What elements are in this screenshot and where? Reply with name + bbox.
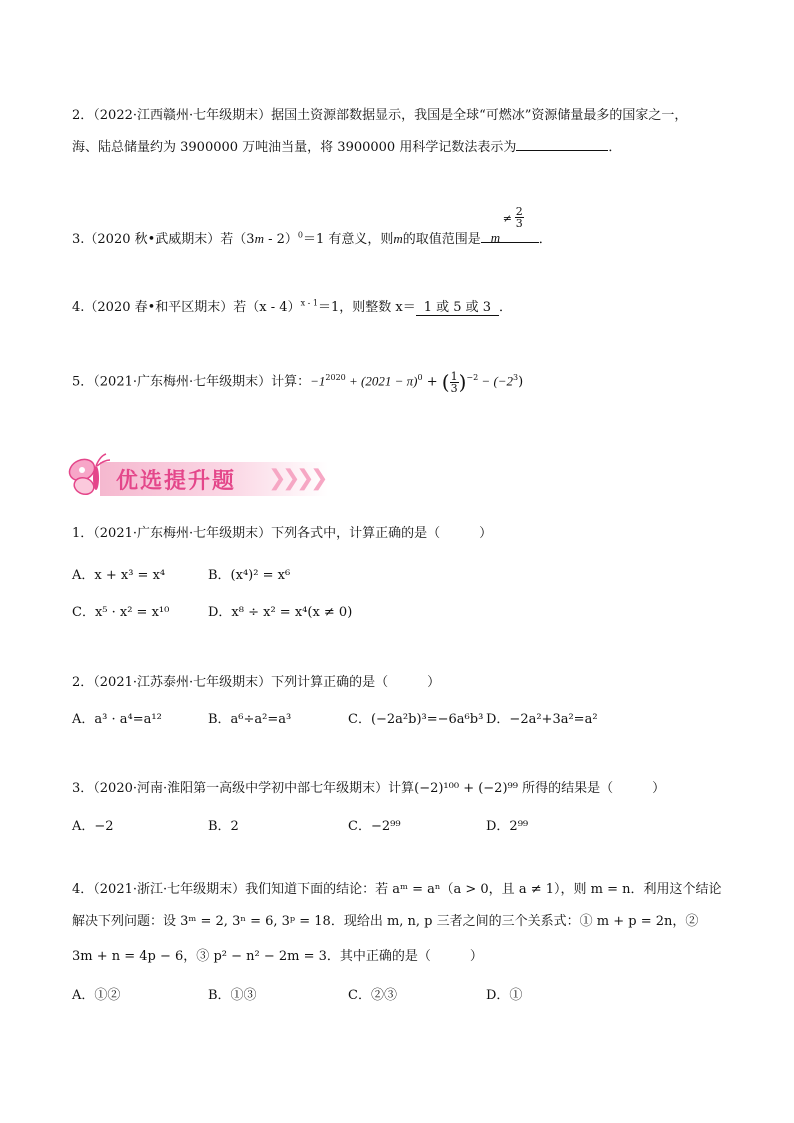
q5-expr-e: )	[518, 374, 524, 390]
q3-line	[72, 205, 552, 247]
p2-option-a[interactable]: A．a³ · a⁴=a¹²	[72, 712, 162, 727]
chevron-right-icon: ❯	[282, 466, 301, 491]
q2-line-1: 2．（2022·江西赣州·七年级期末）据国土资源部数据显示，我国是全球“可燃冰”资源储量最多的国家之一，	[72, 108, 688, 123]
banner-title: 优选提升题	[116, 469, 237, 494]
q5-exp-d: 3	[513, 373, 519, 383]
chevron-right-icon: ❯	[296, 466, 315, 491]
chevron-right-icon: ❯	[268, 466, 287, 491]
q3-frac-den: 3	[515, 217, 523, 230]
p4-line-1: 4．（2021·浙江·七年级期末）我们知道下面的结论：若 aᵐ = aⁿ（a > 0，且 a ≠ 1），则 m = n．利用这个结论	[72, 882, 722, 897]
p1-stem: 1．（2021·广东梅州·七年级期末）下列各式中，计算正确的是（ ）	[72, 526, 493, 541]
q3-answer-neq: ≠	[502, 212, 513, 225]
p3-option-b[interactable]: B．2	[208, 819, 239, 834]
q5-exp-c: −2	[466, 373, 479, 383]
q2-answer-blank[interactable]	[516, 138, 608, 151]
p1-option-b[interactable]: B．(x⁴)² = x⁶	[208, 568, 291, 583]
butterfly-icon	[64, 448, 118, 502]
q3-exponent: 0	[297, 230, 303, 240]
p2-option-b[interactable]: B．a⁶÷a²=a³	[208, 712, 292, 727]
p1-option-a[interactable]: A．x + x³ = x⁴	[72, 568, 166, 583]
q3-frac-num: 2	[515, 205, 523, 218]
q4-post: ＝1，则整数 x＝	[317, 300, 416, 315]
q3-post: ＝1 有意义，则	[302, 232, 394, 247]
q2-line-2-text: 海、陆总储量约为 3900000 万吨油当量，将 3900000 用科学记数法表示为	[72, 140, 517, 155]
q5-frac-num: 1	[450, 369, 458, 383]
p2-stem: 2．（2021·江苏泰州·七年级期末）下列计算正确的是（ ）	[72, 675, 441, 690]
p4-line-2: 解决下列问题：设 3ᵐ = 2, 3ⁿ = 6, 3ᵖ = 18．现给出 m, n, p 三者之间的三个关系式：① m + p = 2n，②	[72, 914, 699, 929]
q4-end: ．	[499, 300, 513, 315]
q3-end: ．	[538, 232, 552, 247]
p3-option-a[interactable]: A．−2	[72, 819, 114, 834]
q3-var-m2: m	[393, 231, 403, 246]
q4-answer[interactable]: 1 或 5 或 3	[416, 296, 499, 316]
section-banner	[64, 448, 328, 502]
q3-post2: 的取值范围是	[402, 232, 481, 247]
q5-expr-b: + (2021 − π)	[345, 373, 418, 389]
q3-var-m: m	[254, 231, 264, 246]
p4-option-c[interactable]: C．②③	[348, 988, 397, 1003]
p4-option-b[interactable]: B．①③	[208, 988, 257, 1003]
q5-pre: 5．（2021·广东梅州·七年级期末）计算：	[72, 374, 311, 390]
q2-line-2	[72, 136, 621, 155]
p1-option-d[interactable]: D．x⁸ ÷ x² = x⁴(x ≠ 0)	[208, 605, 353, 620]
p4-option-a[interactable]: A．①②	[72, 988, 121, 1003]
p2-option-d[interactable]: D．−2a²+3a²=a²	[486, 712, 598, 727]
q5-paren-open: (	[441, 370, 450, 394]
q4-line	[72, 296, 512, 316]
p3-option-c[interactable]: C．−2⁹⁹	[348, 819, 401, 834]
q4-pre: 4.（2020 春•和平区期末）若（x - 4）	[72, 300, 301, 315]
q3-answer-m: m	[490, 230, 501, 245]
q5-exp-b: 0	[417, 373, 423, 383]
q3-pre: 3.（2020 秋•武威期末）若（3	[72, 232, 255, 247]
p3-stem: 3．（2020·河南·淮阳第一高级中学初中部七年级期末）计算(−2)¹⁰⁰ + (−2)⁹⁹ 所得的结果是（ ）	[72, 781, 666, 796]
chevron-right-icon: ❯	[310, 466, 329, 491]
p2-option-c[interactable]: C．(−2a²b)³=−6a⁶b³	[348, 712, 484, 727]
q2-end: ．	[608, 140, 622, 155]
p4-option-d[interactable]: D．①	[486, 988, 523, 1003]
q5-fraction	[450, 371, 459, 394]
q3-answer-fraction	[515, 206, 524, 229]
q3-answer[interactable]	[481, 205, 539, 245]
q5-paren-close: )	[458, 370, 467, 394]
q5-expr-c: +	[422, 374, 442, 390]
q5-exp-a: 2020	[325, 373, 346, 383]
q4-exponent: x - 1	[300, 298, 318, 308]
q3-mid: - 2）	[263, 232, 298, 247]
q5-expr-d: − (−2	[478, 373, 514, 389]
q5-expr-a: −1	[310, 373, 326, 389]
p3-option-d[interactable]: D．2⁹⁹	[486, 819, 529, 834]
p1-option-c[interactable]: C．x⁵ · x² = x¹⁰	[72, 605, 170, 620]
q5-line	[72, 370, 523, 394]
p4-line-3: 3m + n = 4p − 6，③ p² − n² − 2m = 3．其中正确的是（ ）	[72, 949, 483, 964]
q5-frac-den: 3	[450, 381, 458, 395]
